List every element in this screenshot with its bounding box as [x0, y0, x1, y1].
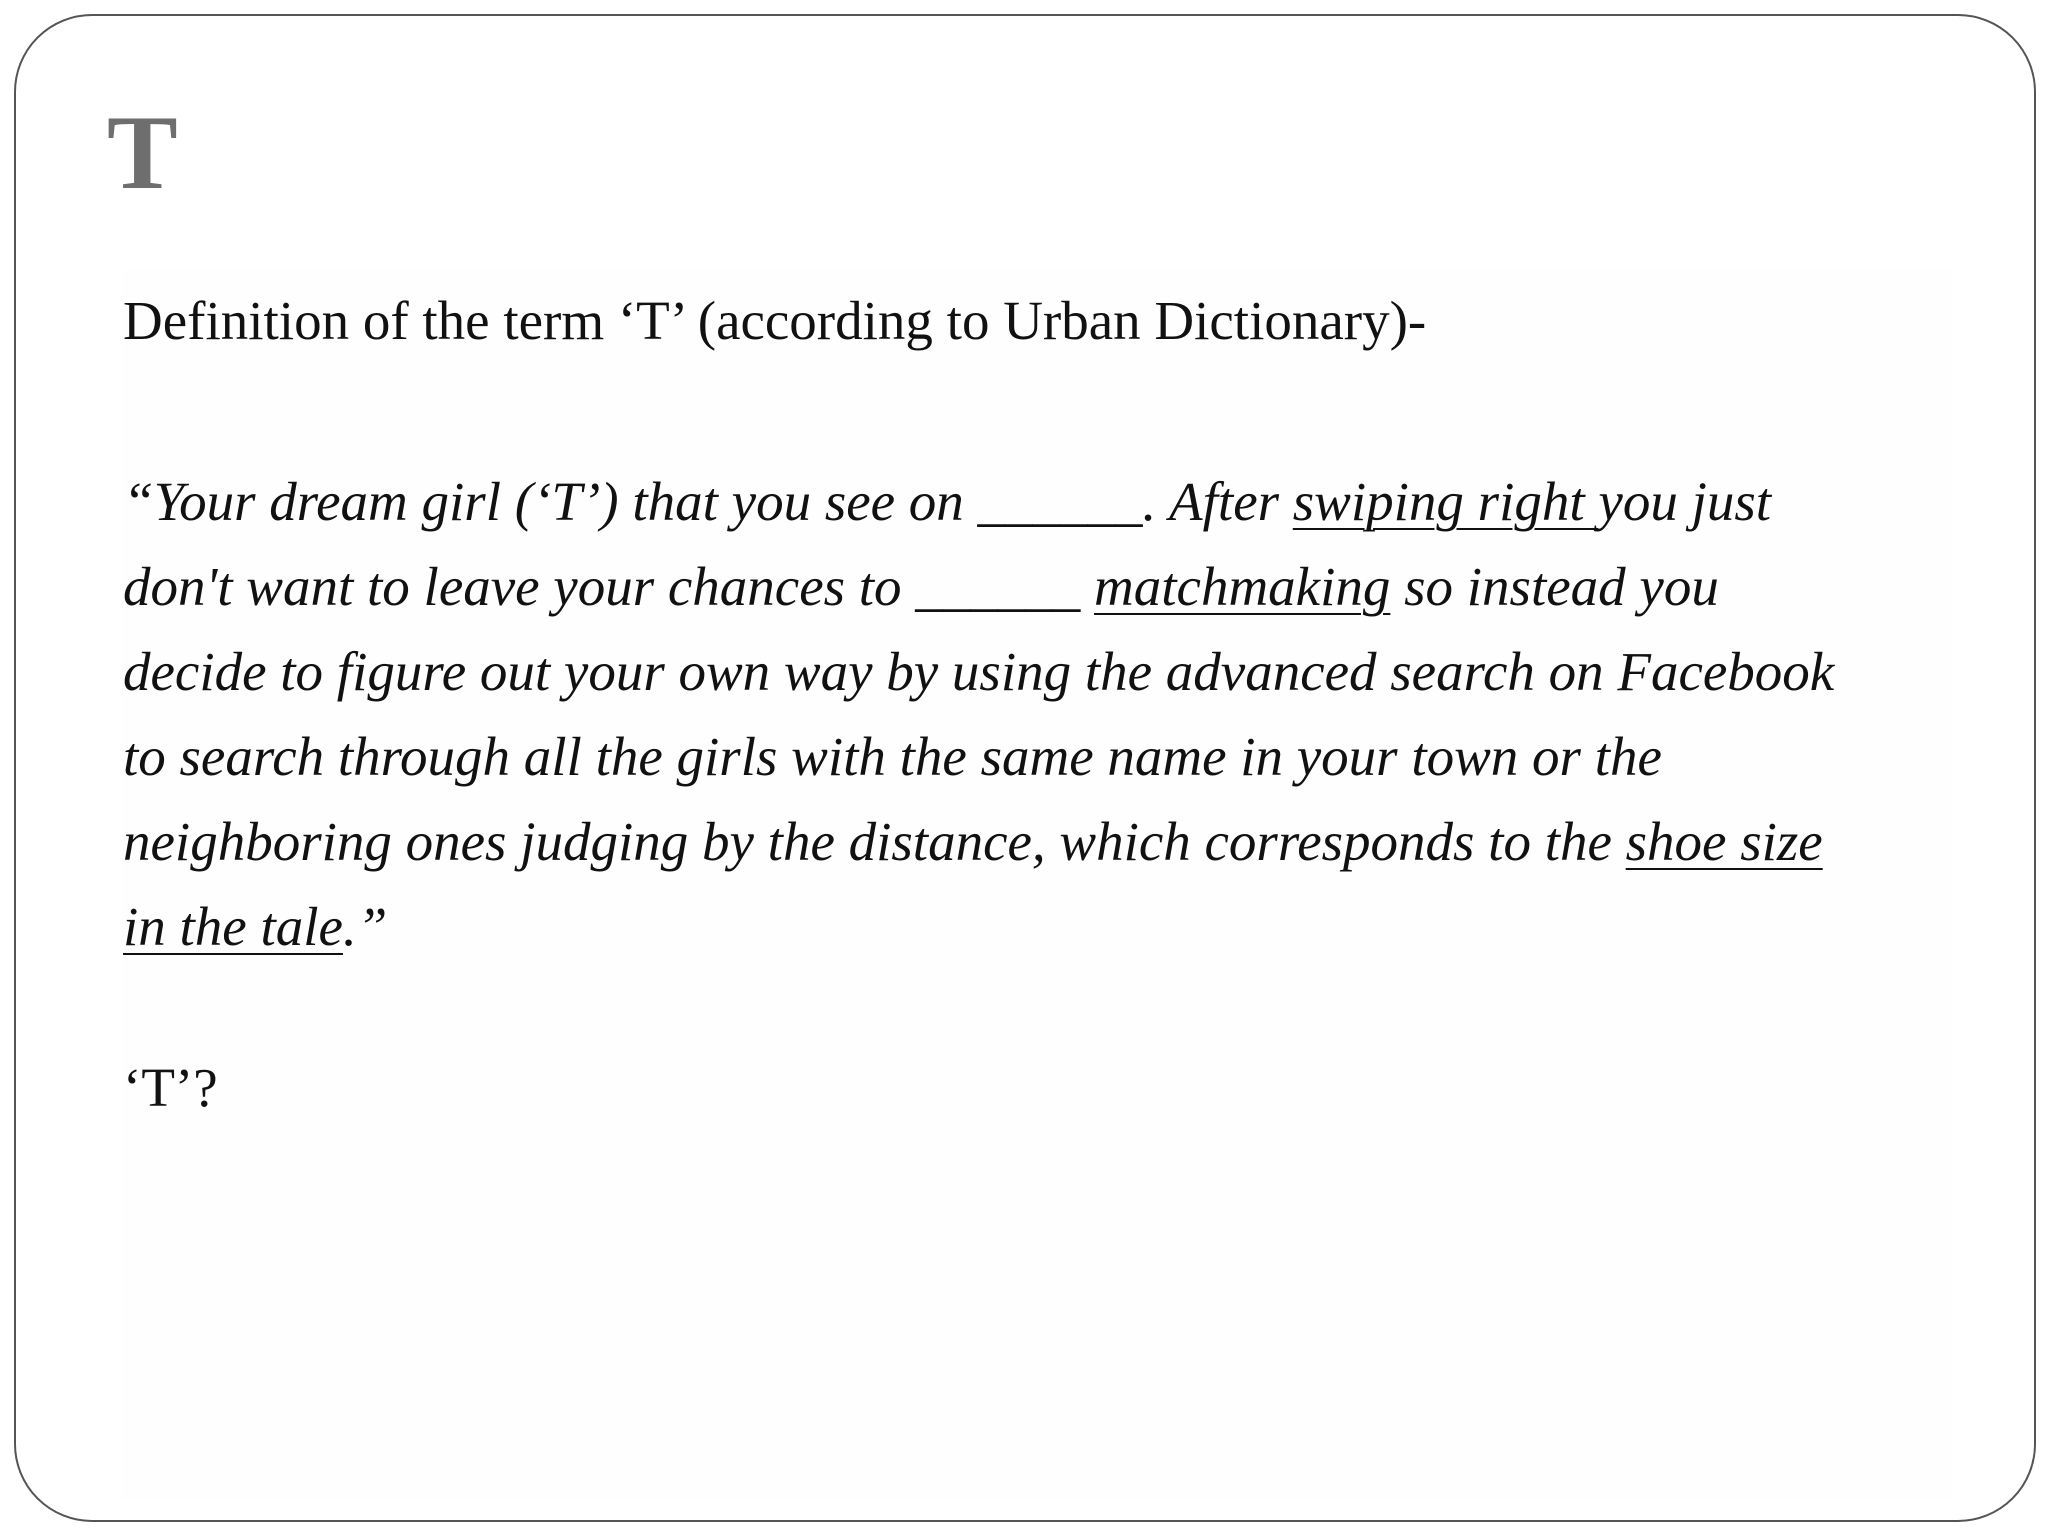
quote-text: you just	[1598, 471, 1772, 532]
underlined-phrase-in-the-tale: in the tale	[123, 896, 343, 957]
quote-line-5	[123, 799, 1953, 884]
quote-block	[123, 459, 1953, 969]
closing-question: ‘T’?	[123, 1057, 218, 1118]
underlined-phrase-shoe-size: shoe size	[1625, 811, 1823, 872]
quote-line-6	[123, 884, 1953, 969]
quote-line-1	[123, 459, 1953, 544]
quote-line-4: to search through all the girls with the same name in your town or the	[123, 726, 1662, 787]
quote-text: “Your dream girl (‘T’) that you see on ______. After	[123, 471, 1293, 532]
quote-text: so instead you	[1390, 556, 1719, 617]
underlined-phrase-matchmaking: matchmaking	[1094, 556, 1391, 617]
slide-title: T	[107, 94, 178, 211]
quote-line-3: decide to figure out your own way by using the advanced search on Facebook	[123, 641, 1835, 702]
definition-heading: Definition of the term ‘T’ (according to Urban Dictionary)-	[123, 290, 1427, 351]
quote-text: neighboring ones judging by the distance, which corresponds to the	[123, 811, 1626, 872]
quote-line-2	[123, 544, 1953, 629]
underlined-phrase-swiping-right: swiping right	[1292, 471, 1599, 532]
quote-text: don't want to leave your chances to ______	[123, 556, 1095, 617]
quote-text: .”	[342, 896, 388, 957]
